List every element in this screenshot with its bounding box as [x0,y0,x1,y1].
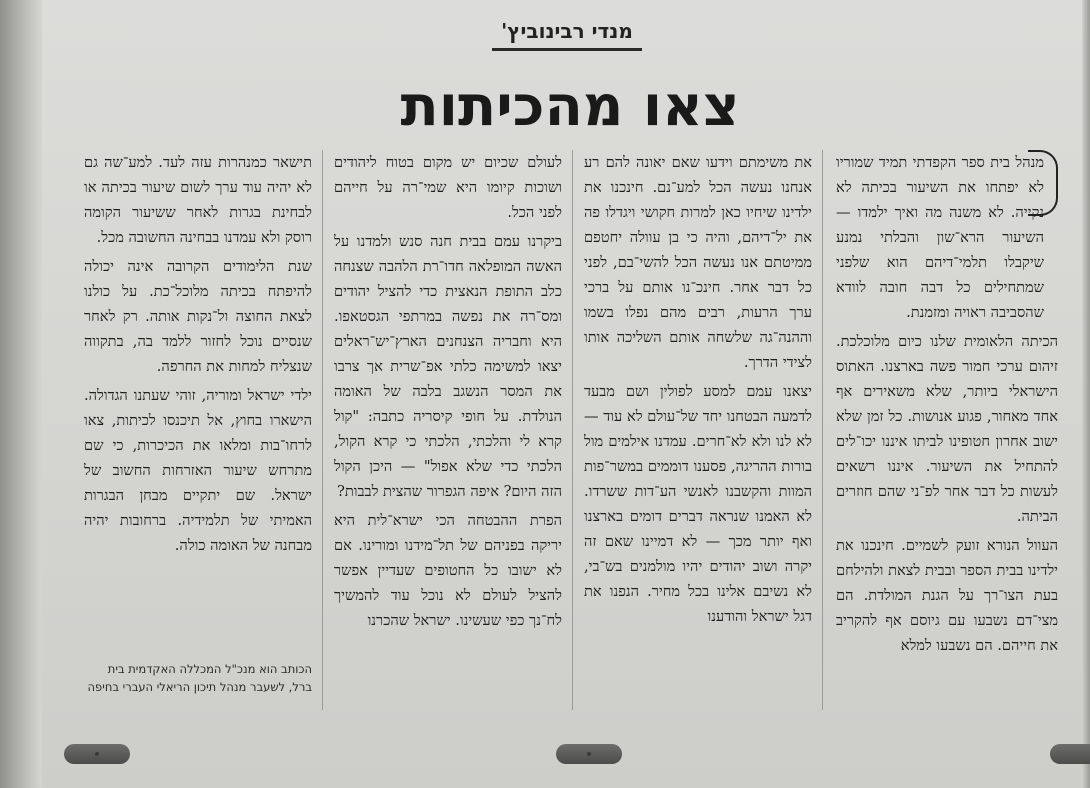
tab-dot [95,752,99,756]
column-divider [322,150,323,710]
page-fold-shadow [0,0,42,788]
column-divider [572,150,573,710]
column-1-paragraph-1: מנהל בית ספר הקפדתי תמיד שמוריו לא יפתחו את השיעור בכיתה לא נקייה. לא משנה מה ואיך ילמדו — השיעור הרא־שון והבלתי נמנע שיקבלו תלמי־דיהם הוא שלפני שמתחילים כל דבה חובה לוודא שהסביבה ראויה ומזמנת. [836,154,1044,321]
article-column-3 [334,150,562,710]
column-2-paragraph-1: את משימתם וידעו שאם יאונה להם רע אנחנו נעשה הכל למע־נם. חינכנו את ילדינו שיחיו כאן למרות חקושי ויגדלו פה את יל־דיהם, והיה כי בן עוולה יחטפם ממיטתם אנו נעשה הכל להשי־בם, לפני כל דבר אחר. חינכ־נו אותם על ברכי ערך הרעות, רבים מהם נפלו בשמו וההנה־גה שלשחה אותם השליכה אותו לצידי הדרך. [584,154,812,371]
column-4-paragraph-1: תישאר כמנהרות עזה לעד. למע־שה גם לא יהיה עוד ערך לשום שיעור בכיתה או לבחינת בגרות לאחר ששיעור הקומה רוסק ולא עמדנו בבחינה החשובה מכל. [84,154,312,246]
author-note: הכותב הוא מנכ"ל המכללה האקדמית בית ברל, לשעבר מנהל תיכון הריאלי העברי בחיפה [87,662,312,694]
column-3-paragraph-1: לעולם שכיום יש מקום בטוח ליהודים ושוכות קיומו היא שמי־רה על חייהם לפני הכל. [334,154,562,221]
column-3-paragraph-2: ביקרנו עמם בבית חנה סנש ולמדנו על האשה המופלאה חדו־רת הלהבה שצנחה כלב התופת הנאצית כדי להציל יהודים ומס־רה את נפשה במרתפי הגסטאפו. היא וחבריה הצנחנים הארץ־יש־ראלים יצאו למשימה כלתי אפ־שרית אך צרבו את המסר הנשגב בלבה של האומה הנולדת. על חופי קיסריה כתבה: "קול קרא לי והלכתי, הלכתי כי קרא הקול, הלכתי כדי שלא אפול" — היכן הקול הזה היום? איפה הגפרור שהצית לבבות? [334,233,562,500]
article-column-1 [836,150,1058,710]
byline-rule [492,48,642,51]
author-byline: מנדי רבינוביץ' [501,19,633,43]
article-column-2 [584,150,812,710]
column-4-paragraph-3: ילדי ישראל ומוריה, זוהי שעתנו הגדולה. הישארו בחוץ, אל תיכנסו לכיתות, צאו לרחו־בות ומלאו את הכיכרות, כי שם מתרחש שיעור האזרחות החשוב של ישראל. שם יתקיים מבחן הבגרות האמיתי של תלמידיה. ברחובות יהיה מבחנה של האומה כולה. [84,387,312,554]
column-1-paragraph-2: הכיתה הלאומית שלנו כיום מלוכלכת. זיהום ערכי חמור פשה בארצנו. האתוס הישראלי ביותר, שלא משאירים אף אחד מאחור, פגוע אנושות. כל זמן שלא ישוב אחרון חטופינו לביתו איננו יכו־לים להתחיל את השיעור. איננו רשאים לעשות כל דבר אחר לפ־ני שהם חוזרים הביתה. [836,333,1058,525]
tab-dot [587,752,591,756]
page-edge-shadow [1082,0,1090,788]
column-3-paragraph-3: הפרת ההבטחה הכי ישרא־לית היא יריקה בפניהם של תל־מידנו ומורינו. אם לא ישובו כל החטופים שעדיין אפשר להציל לעולם לא נוכל עוד להמשיך לח־נך כפי שעשינו. ישראל שהכרנו [334,512,562,629]
column-divider [822,150,823,710]
column-1-paragraph-3: העוול הנורא זועק לשמיים. חינכנו את ילדינו בבית הספר ובבית לצאת ולהילחם בעת הצו־רך על הגנת המולדת. הם מצי־דם נשבעו עם גיוסם אף להקריב את חייהם. הם נשבעו למלא [836,537,1058,654]
article-column-4 [84,150,312,650]
page-tab-marker [1050,744,1090,764]
column-2-paragraph-2: יצאנו עמם למסע לפולין ושם מבעד לדמעה הבטחנו יחד של־עולם לא עוד — לא לנו ולא לא־חרים. עמדנו אילמים מול בורות ההריגה, פסענו דוממים במשר־פות המוות והקשבנו לאנשי הע־דות ששרדו. לא האמנו שנראה דברים דומים בארצנו ואף יותר מכך — לא דמיינו שאם זה יקרה ושוב יהודים יהיו מולמנים בש־בי, לא נשיבם אלינו בכל מחיר. הנפנו את דגל ישראל והודענו [584,383,812,625]
column-4-paragraph-2: שנת הלימודים הקרובה אינה יכולה להיפתח בכיתה מלוכל־כת. על כולנו לצאת החוצה ול־נקות אותה. רק לאחר שנסיים נוכל לחזור ללמד בה, בתקווה שנצליח למחות את החרפה. [84,258,312,375]
article-headline: צאו מהכיתות [400,74,740,139]
